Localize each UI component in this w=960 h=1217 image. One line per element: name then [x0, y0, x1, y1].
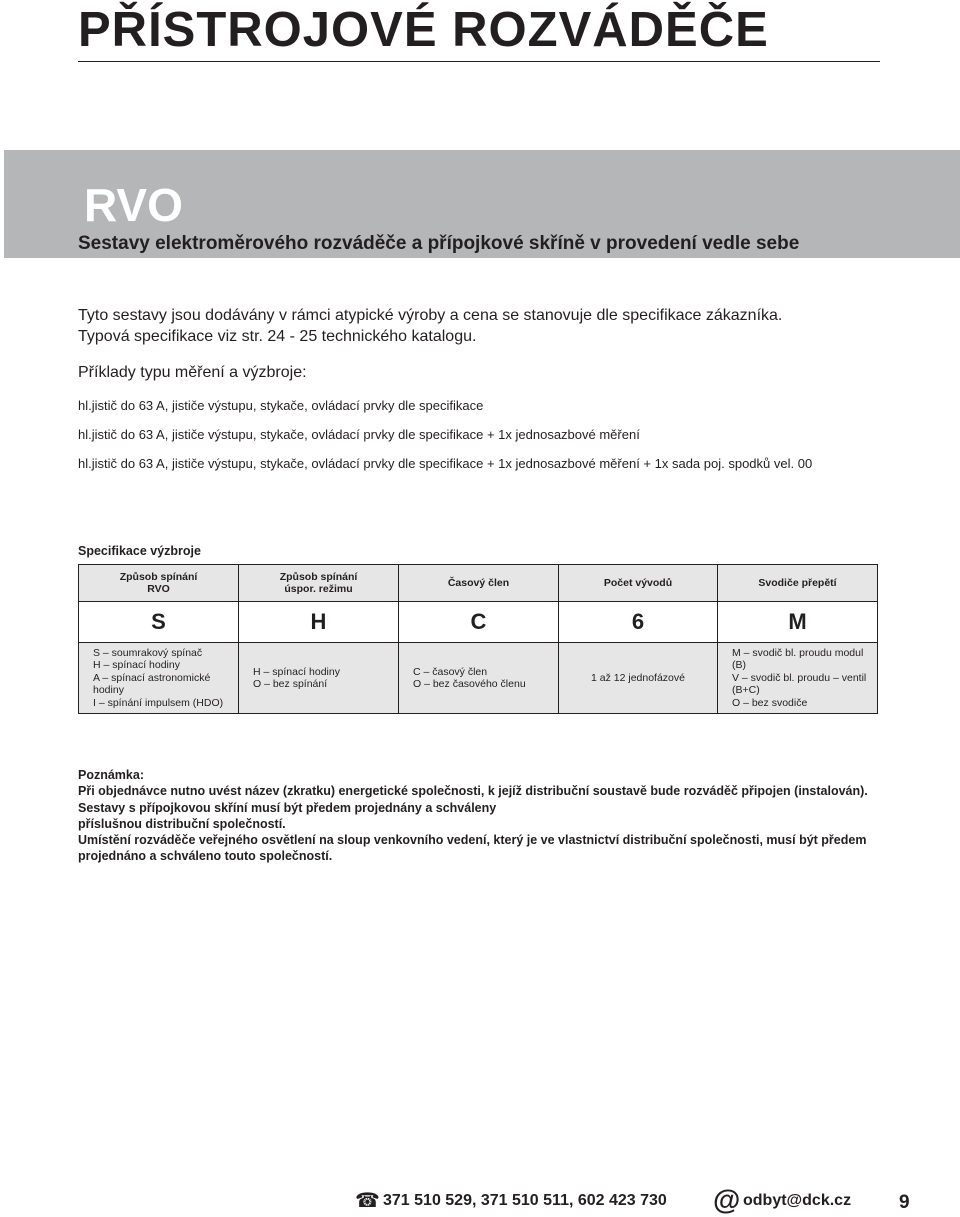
example-item: hl.jistič do 63 A, jističe výstupu, stykače, ovládací prvky dle specifikace + 1x jednosazbové měření	[78, 427, 640, 442]
spec-code-cell: C	[399, 602, 559, 643]
title-divider	[78, 61, 880, 62]
spec-header-cell: Časový člen	[399, 565, 559, 602]
spec-header-cell: Způsob spínání RVO	[79, 565, 239, 602]
note-paragraph: Při objednávce nutno uvést název (zkratku) energetické společnosti, k jejíž distribuční soustavě bude rozváděč připojen (instalován).	[78, 784, 868, 799]
spec-description-row	[79, 643, 878, 714]
spec-description-cell: H – spínací hodiny O – bez spínání	[239, 643, 399, 714]
spec-description-cell: 1 až 12 jednofázové	[559, 643, 718, 714]
spec-header-cell: Svodiče přepětí	[718, 565, 878, 602]
spec-table	[78, 564, 878, 714]
examples-heading: Příklady typu měření a výzbroje:	[78, 364, 307, 381]
note-paragraph: Umístění rozváděče veřejného osvětlení na sloup venkovního vedení, který je ve vlastnictví distribuční společnosti, musí být předem projednáno a schváleno touto společností.	[78, 833, 867, 864]
spec-code-cell: M	[718, 602, 878, 643]
at-icon: @	[713, 1184, 741, 1215]
spec-code-cell: H	[239, 602, 399, 643]
spec-description-cell: S – soumrakový spínač H – spínací hodiny A – spínací astronomické hodiny I – spínání impulsem (HDO)	[79, 643, 239, 714]
example-item: hl.jistič do 63 A, jističe výstupu, stykače, ovládací prvky dle specifikace	[78, 398, 484, 413]
page-title: PŘÍSTROJOVÉ ROZVÁDĚČE	[78, 3, 769, 57]
product-code: RVO	[84, 179, 183, 231]
footer-email[interactable]: odbyt@dck.cz	[743, 1192, 852, 1209]
spec-description-cell: C – časový člen O – bez časového členu	[399, 643, 559, 714]
note-paragraph: Sestavy s přípojkovou skříní musí být předem projednány a schváleny	[78, 800, 497, 815]
phone-icon: ☎	[355, 1190, 380, 1212]
note-block	[78, 767, 878, 865]
product-subtitle: Sestavy elektroměrového rozváděče a přípojkové skříně v provedení vedle sebe	[78, 233, 800, 254]
spec-header-row	[79, 565, 878, 602]
example-item: hl.jistič do 63 A, jističe výstupu, stykače, ovládací prvky dle specifikace + 1x jednosazbové měření + 1x sada poj. spodků vel. 00	[78, 456, 813, 471]
spec-description-cell: M – svodič bl. proudu modul (B) V – svodič bl. proudu – ventil (B+C) O – bez svodiče	[718, 643, 878, 714]
spec-header-cell: Počet vývodů	[559, 565, 718, 602]
spec-code-cell: 6	[559, 602, 718, 643]
spec-code-row	[79, 602, 878, 643]
note-heading: Poznámka:	[78, 768, 144, 782]
spec-heading: Specifikace výzbroje	[78, 544, 201, 558]
page-number: 9	[899, 1192, 910, 1213]
spec-code-cell: S	[79, 602, 239, 643]
intro-line: Tyto sestavy jsou dodávány v rámci atypické výroby a cena se stanovuje dle specifikace zákazníka.	[78, 307, 783, 324]
intro-line: Typová specifikace viz str. 24 - 25 technického katalogu.	[78, 328, 477, 345]
intro-text	[78, 305, 782, 347]
spec-header-cell: Způsob spínání úspor. režimu	[239, 565, 399, 602]
footer-phones: 371 510 529, 371 510 511, 602 423 730	[383, 1192, 667, 1209]
note-paragraph: příslušnou distribuční společností.	[78, 816, 286, 831]
